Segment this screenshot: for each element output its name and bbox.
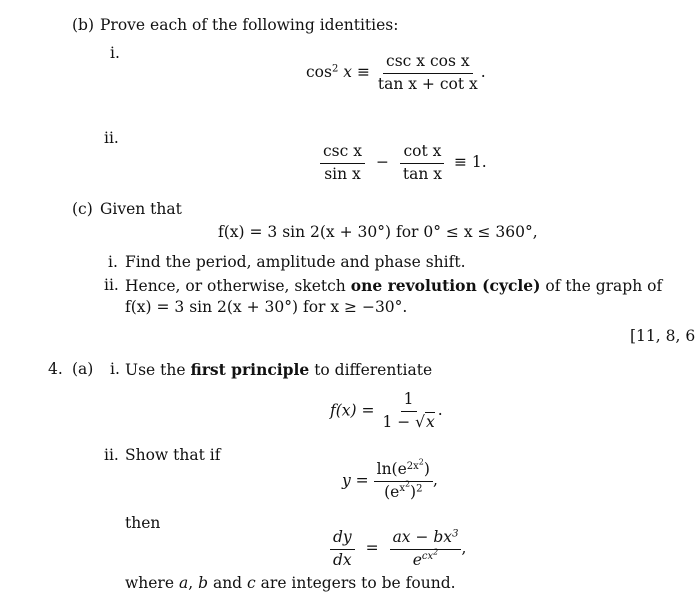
part-b-item-i-label: i. — [110, 44, 120, 62]
one-revolution-emphasis: one revolution (cycle) — [350, 276, 541, 295]
then-text: then — [125, 514, 161, 532]
part-c-item-ii-line2: f(x) = 3 sin 2(x + 30°) for x ≥ −30°. — [125, 298, 408, 316]
part-b-item-ii-label: ii. — [104, 129, 119, 147]
derivative-result: $\frac{dy}{dx}$ = $\frac{ax - bx^3}{e^{cx^2}}$ , — [330, 530, 466, 568]
identity-1-denominator: tan x + cot x — [377, 74, 478, 93]
identity-2-fraction-1: $\frac{\text{csc x}}{\text{sin x}}$ — [320, 144, 365, 182]
y-definition: y = $\frac{\ln(e^{2x^2})}{(e^{x^2})^2}$ , — [342, 457, 438, 501]
identity-2: $\frac{\text{csc x}}{\text{sin x}}$ − $\frac{\text{cot x}}{\text{tan x}}$ ≡ 1. — [320, 144, 487, 182]
first-principle-emphasis: first principle — [190, 360, 310, 379]
question-4-item-ii-label: ii. — [104, 446, 119, 464]
part-b-intro: Prove each of the following identities: — [100, 16, 399, 34]
marks-allocation: [11, 8, 6 — [630, 327, 695, 345]
where-text: where a, b and c are integers to be found. — [125, 574, 456, 592]
question-4-item-ii-text: Show that if — [125, 446, 221, 464]
question-4-item-i-text: Use the first principle to differentiate — [125, 360, 433, 379]
question-4-item-i-label: i. — [110, 360, 120, 378]
identity-1-lhs: $\cos^2 x$ ≡ — [306, 63, 370, 82]
y-fraction: $\frac{\ln(e^{2x^2})}{(e^{x^2})^2}$ — [374, 462, 433, 500]
part-c-equation: f(x) = 3 sin 2(x + 30°) for 0° ≤ x ≤ 360°, — [218, 223, 538, 241]
question-4-number: 4. — [48, 360, 63, 378]
identity-1-numerator: csc x cos x — [383, 54, 473, 74]
derivative-rhs-fraction: $\frac{ax - bx^3}{e^{cx^2}}$ — [390, 530, 462, 568]
part-c-item-i-label: i. — [108, 253, 118, 271]
part-c-intro: Given that — [100, 200, 182, 218]
part-c-label: (c) — [72, 200, 93, 218]
part-b-label: (b) — [72, 16, 95, 34]
part-c-item-ii-text: Hence, or otherwise, sketch one revolution (cycle) of the graph of — [125, 276, 663, 295]
identity-1: $\cos^2 x$ ≡ $\frac{\text{csc x cos x}}{\text{tan x + cot x}}$ . — [306, 52, 486, 93]
identity-1-fraction — [375, 54, 481, 92]
function-definition: f(x) = $\frac{1}{1 - √x}$ . — [330, 390, 443, 431]
part-c-item-i-text: Find the period, amplitude and phase shift. — [125, 253, 466, 271]
part-c-item-ii-label: ii. — [104, 276, 119, 294]
function-fraction: $\frac{1}{1 - √x}$ — [382, 390, 435, 431]
question-4-part-a-label: (a) — [72, 360, 94, 378]
dy-dx-fraction: $\frac{dy}{dx}$ — [330, 530, 355, 568]
identity-2-fraction-2: $\frac{\text{cot x}}{\text{tan x}}$ — [400, 144, 445, 182]
